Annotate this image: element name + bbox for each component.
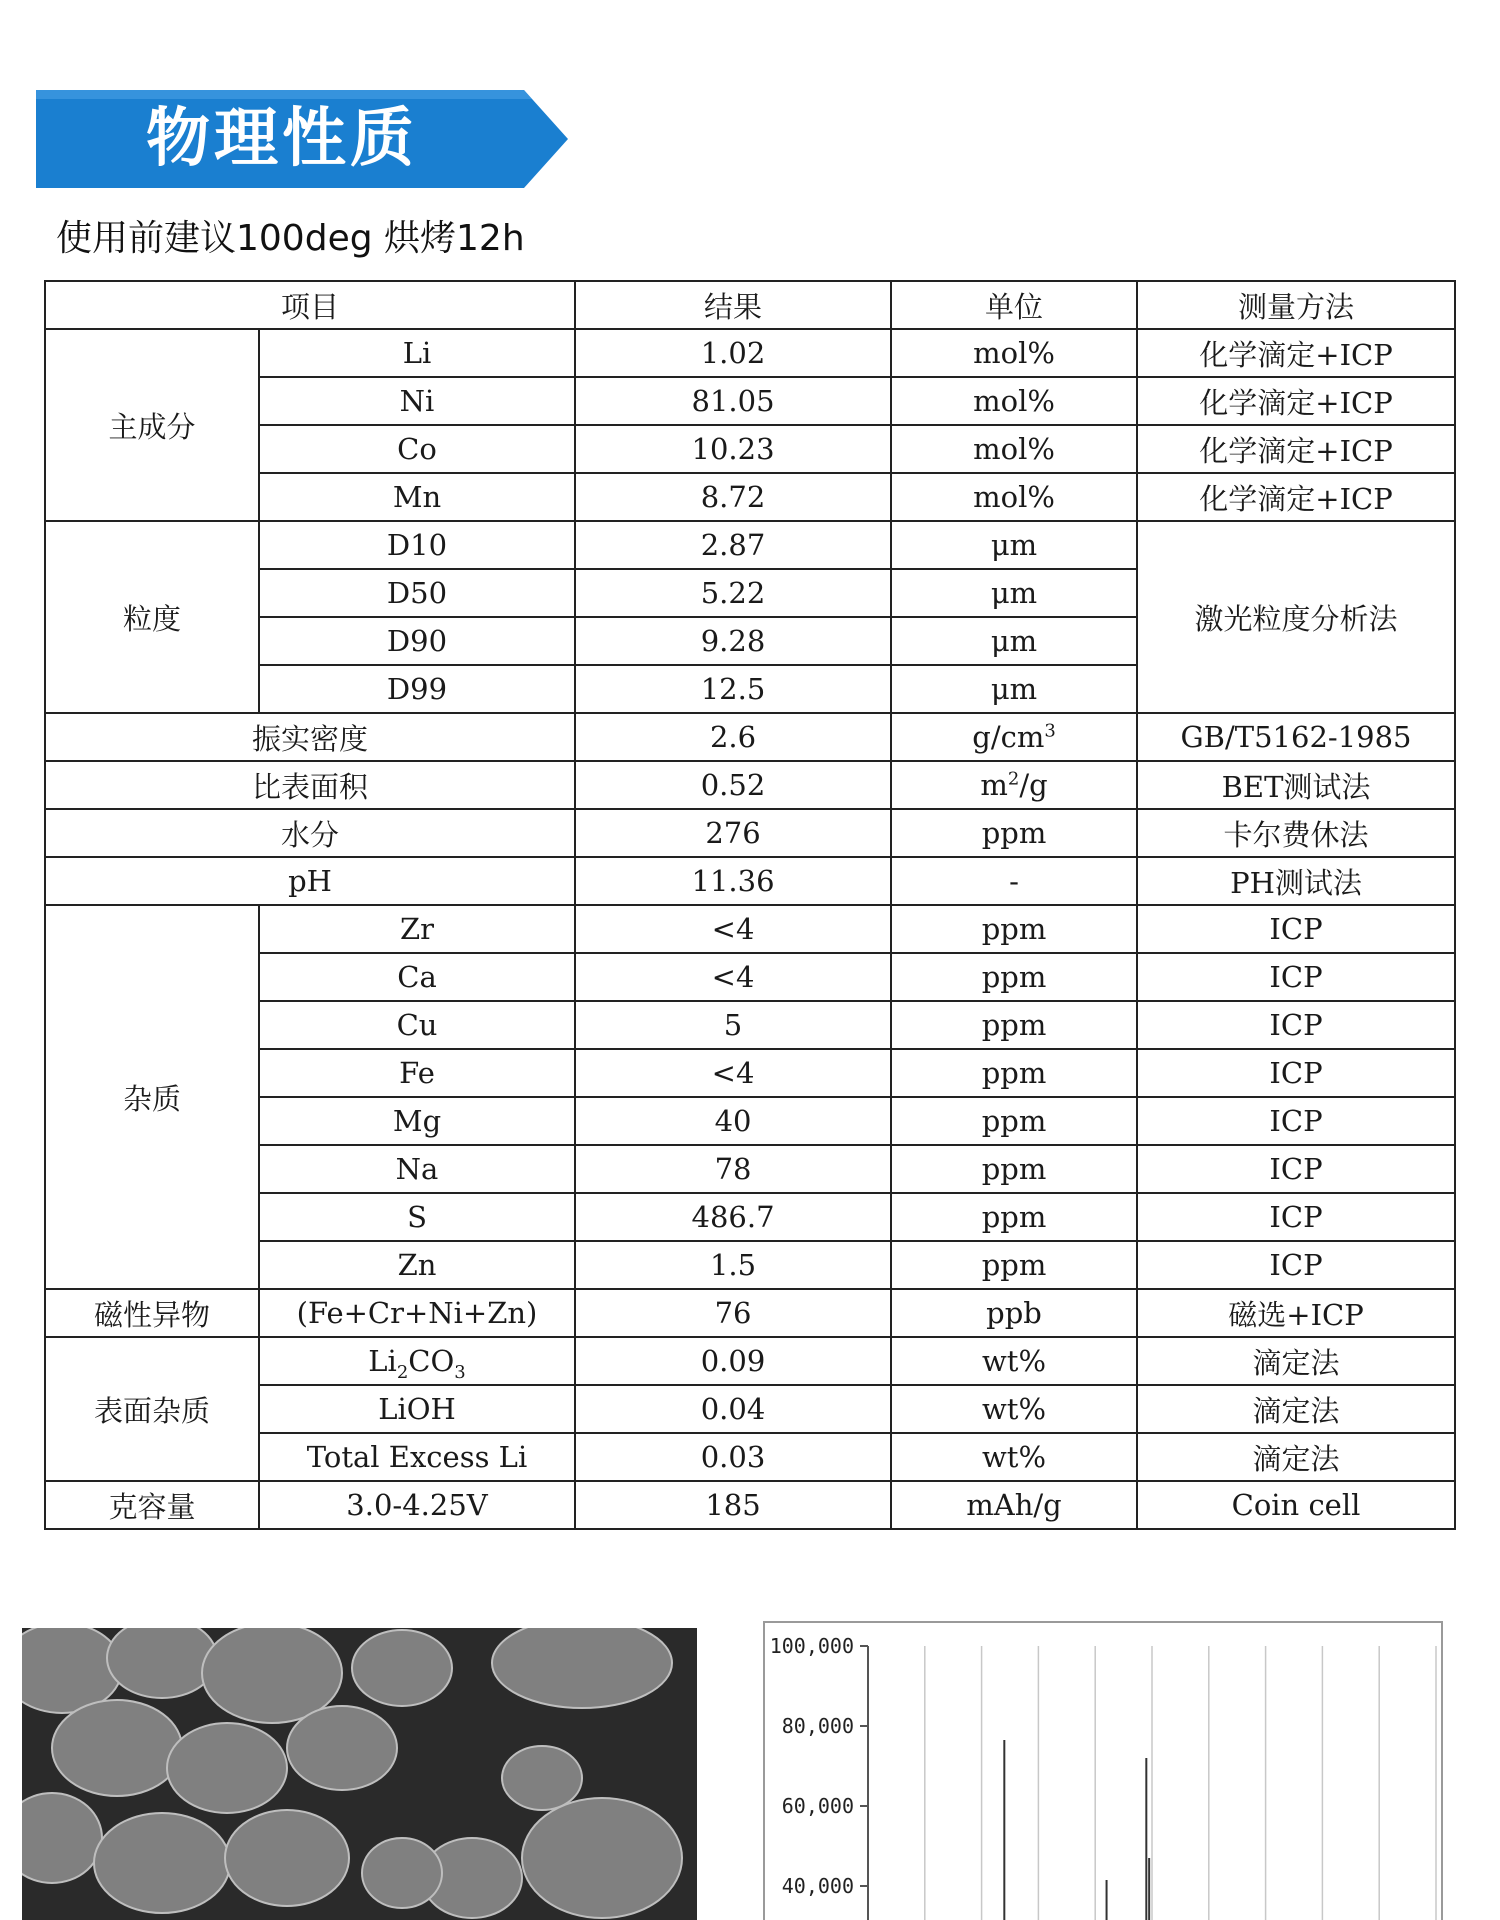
cell-result: 81.05 — [575, 377, 891, 425]
sem-micrograph — [22, 1628, 697, 1920]
cell-method: ICP — [1137, 1049, 1455, 1097]
cell-unit: ppm — [891, 1001, 1137, 1049]
cell-result: 0.09 — [575, 1337, 891, 1385]
cell-method: GB/T5162-1985 — [1137, 713, 1455, 761]
y-tick-label: 100,000 — [769, 1634, 854, 1658]
cell-result: 486.7 — [575, 1193, 891, 1241]
spectrum-chart — [760, 1618, 1446, 1920]
cell-method: Coin cell — [1137, 1481, 1455, 1529]
cell-unit: - — [891, 857, 1137, 905]
table-row — [45, 713, 1455, 761]
table-row — [45, 857, 1455, 905]
table-row — [45, 1289, 1455, 1337]
group-label-psd: 粒度 — [45, 521, 259, 713]
cell-method: ICP — [1137, 1097, 1455, 1145]
cell-result: 0.52 — [575, 761, 891, 809]
cell-item: (Fe+Cr+Ni+Zn) — [259, 1289, 575, 1337]
cell-unit: wt% — [891, 1337, 1137, 1385]
cell-result: 78 — [575, 1145, 891, 1193]
table-row — [45, 521, 1455, 569]
y-tick-label: 40,000 — [781, 1874, 854, 1898]
cell-item: D99 — [259, 665, 575, 713]
cell-item: 水分 — [45, 809, 575, 857]
cell-item: S — [259, 1193, 575, 1241]
cell-item: Li — [259, 329, 575, 377]
unit-sup: 3 — [1044, 720, 1056, 742]
cell-result: 1.02 — [575, 329, 891, 377]
group-label-impurity: 杂质 — [45, 905, 259, 1289]
group-label-magnetic: 磁性异物 — [45, 1289, 259, 1337]
cell-item: 振实密度 — [45, 713, 575, 761]
cell-method: BET测试法 — [1137, 761, 1455, 809]
header-item: 项目 — [45, 281, 575, 329]
table-row — [45, 1481, 1455, 1529]
cell-method: ICP — [1137, 1001, 1455, 1049]
cell-item: Mg — [259, 1097, 575, 1145]
group-label-capacity: 克容量 — [45, 1481, 259, 1529]
cell-method: PH测试法 — [1137, 857, 1455, 905]
cell-result: 40 — [575, 1097, 891, 1145]
formula-sub: 2 — [396, 1361, 409, 1383]
subtitle: 使用前建议100deg 烘烤12h — [56, 218, 525, 259]
cell-method: 磁选+ICP — [1137, 1289, 1455, 1337]
cell-unit: μm — [891, 569, 1137, 617]
cell-method: ICP — [1137, 1193, 1455, 1241]
cell-unit: ppm — [891, 1049, 1137, 1097]
cell-item: pH — [45, 857, 575, 905]
cell-item: Na — [259, 1145, 575, 1193]
unit-sup: 2 — [1007, 768, 1020, 790]
cell-result: 76 — [575, 1289, 891, 1337]
cell-result: 9.28 — [575, 617, 891, 665]
formula-sub: 3 — [454, 1361, 466, 1383]
cell-item: Ca — [259, 953, 575, 1001]
cell-result: 0.04 — [575, 1385, 891, 1433]
cell-item: 比表面积 — [45, 761, 575, 809]
cell-unit: ppm — [891, 1097, 1137, 1145]
header-result: 结果 — [575, 281, 891, 329]
cell-result: 5.22 — [575, 569, 891, 617]
cell-result: <4 — [575, 953, 891, 1001]
sem-particles — [22, 1628, 697, 1920]
y-tick-label: 80,000 — [781, 1714, 854, 1738]
cell-method: ICP — [1137, 953, 1455, 1001]
cell-unit: ppm — [891, 1193, 1137, 1241]
cell-unit: mol% — [891, 473, 1137, 521]
cell-unit: ppm — [891, 1145, 1137, 1193]
cell-unit: ppm — [891, 809, 1137, 857]
table-row — [45, 329, 1455, 377]
cell-unit: μm — [891, 617, 1137, 665]
cell-item: D50 — [259, 569, 575, 617]
cell-unit: mAh/g — [891, 1481, 1137, 1529]
cell-unit: ppm — [891, 1241, 1137, 1289]
unit-tail: /g — [1019, 768, 1048, 802]
cell-method: ICP — [1137, 1241, 1455, 1289]
cell-item: Co — [259, 425, 575, 473]
spec-table — [44, 280, 1456, 1530]
cell-unit: μm — [891, 521, 1137, 569]
cell-unit: ppb — [891, 1289, 1137, 1337]
cell-unit: mol% — [891, 377, 1137, 425]
cell-item: D90 — [259, 617, 575, 665]
cell-result: <4 — [575, 1049, 891, 1097]
cell-method: 化学滴定+ICP — [1137, 377, 1455, 425]
cell-unit: mol% — [891, 425, 1137, 473]
group-label-surface: 表面杂质 — [45, 1337, 259, 1481]
chart-svg — [760, 1618, 1446, 1920]
table-row — [45, 809, 1455, 857]
formula-part: Li — [368, 1344, 397, 1378]
cell-result: 0.03 — [575, 1433, 891, 1481]
cell-result: 276 — [575, 809, 891, 857]
cell-unit — [891, 761, 1137, 809]
cell-unit: wt% — [891, 1385, 1137, 1433]
header-unit: 单位 — [891, 281, 1137, 329]
header-method: 测量方法 — [1137, 281, 1455, 329]
cell-item: Ni — [259, 377, 575, 425]
cell-item: Cu — [259, 1001, 575, 1049]
cell-method: 化学滴定+ICP — [1137, 329, 1455, 377]
cell-item: Fe — [259, 1049, 575, 1097]
cell-method: 滴定法 — [1137, 1433, 1455, 1481]
cell-result: 2.6 — [575, 713, 891, 761]
table-row — [45, 1337, 1455, 1385]
table-row — [45, 905, 1455, 953]
cell-item: Total Excess Li — [259, 1433, 575, 1481]
cell-result: 5 — [575, 1001, 891, 1049]
cell-method-psd: 激光粒度分析法 — [1137, 521, 1455, 713]
banner-title: 物理性质 — [146, 102, 418, 176]
cell-unit: ppm — [891, 905, 1137, 953]
cell-item: Zn — [259, 1241, 575, 1289]
cell-result: 8.72 — [575, 473, 891, 521]
cell-item — [259, 1337, 575, 1385]
cell-unit: mol% — [891, 329, 1137, 377]
formula-part: CO — [408, 1344, 455, 1378]
cell-result: <4 — [575, 905, 891, 953]
cell-result: 185 — [575, 1481, 891, 1529]
cell-item: 3.0-4.25V — [259, 1481, 575, 1529]
cell-result: 10.23 — [575, 425, 891, 473]
section-banner — [36, 90, 568, 188]
chart-frame — [764, 1622, 1442, 1920]
cell-method: 滴定法 — [1137, 1337, 1455, 1385]
cell-method: ICP — [1137, 905, 1455, 953]
cell-unit — [891, 713, 1137, 761]
cell-result: 11.36 — [575, 857, 891, 905]
cell-result: 1.5 — [575, 1241, 891, 1289]
cell-method: 化学滴定+ICP — [1137, 425, 1455, 473]
cell-item: LiOH — [259, 1385, 575, 1433]
cell-method: ICP — [1137, 1145, 1455, 1193]
y-tick-label: 60,000 — [781, 1794, 854, 1818]
cell-unit: wt% — [891, 1433, 1137, 1481]
cell-unit: μm — [891, 665, 1137, 713]
cell-unit: ppm — [891, 953, 1137, 1001]
cell-method: 滴定法 — [1137, 1385, 1455, 1433]
group-label-main: 主成分 — [45, 329, 259, 521]
cell-method: 卡尔费休法 — [1137, 809, 1455, 857]
table-row — [45, 761, 1455, 809]
cell-method: 化学滴定+ICP — [1137, 473, 1455, 521]
cell-item: Zr — [259, 905, 575, 953]
cell-item: Mn — [259, 473, 575, 521]
table-header-row — [45, 281, 1455, 329]
unit-text: g/cm — [972, 720, 1045, 754]
cell-item: D10 — [259, 521, 575, 569]
cell-result: 12.5 — [575, 665, 891, 713]
unit-text: m — [980, 768, 1008, 802]
cell-result: 2.87 — [575, 521, 891, 569]
